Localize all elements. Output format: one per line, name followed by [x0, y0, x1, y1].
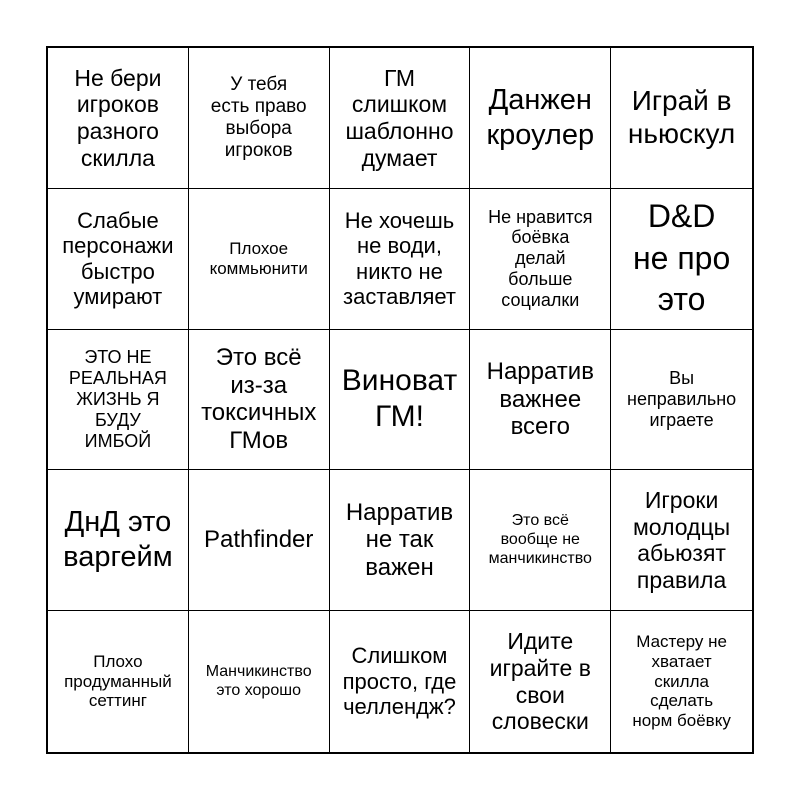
bingo-board [46, 46, 754, 754]
cell-text: ДнД это варгейм [63, 505, 173, 574]
bingo-cell[interactable] [330, 189, 471, 330]
bingo-cell[interactable] [470, 189, 611, 330]
bingo-cell[interactable] [470, 470, 611, 611]
cell-text: Манчикинство это хорошо [205, 663, 312, 699]
cell-text: Играй в ньюскул [627, 85, 736, 149]
cell-text: Данжен кроулер [486, 83, 595, 151]
bingo-cell[interactable] [330, 48, 471, 189]
cell-text: Идите играйте в свои словески [489, 628, 591, 735]
cell-text: Не нравится боёвка делай больше социалки [488, 206, 593, 310]
bingo-cell[interactable] [48, 611, 189, 752]
cell-text: Плохое коммьюнити [209, 238, 308, 278]
cell-text: Плохо продуманный сеттинг [64, 652, 172, 711]
cell-text: Вы неправильно играете [627, 368, 737, 430]
bingo-cell[interactable] [189, 330, 330, 471]
bingo-cell[interactable] [48, 189, 189, 330]
bingo-cell[interactable] [611, 189, 752, 330]
cell-text: Это всё из-за токсичных ГМов [201, 343, 317, 455]
cell-text: Слишком просто, где челлендж? [342, 643, 457, 720]
bingo-cell[interactable] [470, 48, 611, 189]
cell-text: У тебя есть право выбора игроков [210, 73, 307, 161]
bingo-cell[interactable] [48, 470, 189, 611]
cell-text: Мастеру не хватает скилла сделать норм боёвку [632, 632, 731, 731]
bingo-cell[interactable] [189, 470, 330, 611]
bingo-cell[interactable] [611, 48, 752, 189]
cell-text: Не бери игроков разного скилла [74, 64, 162, 171]
bingo-cell[interactable] [330, 330, 471, 471]
cell-text: ГМ слишком шаблонно думает [345, 64, 454, 171]
cell-text: Слабые персонажи быстро умирают [62, 207, 174, 310]
bingo-cell[interactable] [189, 611, 330, 752]
bingo-cell[interactable] [611, 330, 752, 471]
cell-text: Не хочешь не води, никто не заставляет [343, 207, 456, 310]
cell-text: Виноват ГМ! [341, 363, 458, 434]
cell-text: Это всё вообще не манчикинство [488, 512, 592, 567]
bingo-cell[interactable] [330, 611, 471, 752]
cell-text: Pathfinder [203, 526, 314, 554]
bingo-cell[interactable] [470, 330, 611, 471]
bingo-cell[interactable] [611, 611, 752, 752]
cell-text: Игроки молодцы абьюзят правила [632, 486, 731, 593]
bingo-cell[interactable] [611, 470, 752, 611]
bingo-cell[interactable] [330, 470, 471, 611]
cell-text: ЭТО НЕ РЕАЛЬНАЯ ЖИЗНЬ Я БУДУ ИМБОЙ [68, 347, 167, 451]
bingo-cell[interactable] [48, 330, 189, 471]
bingo-cell[interactable] [189, 48, 330, 189]
cell-text: Нарратив не так важен [345, 498, 454, 582]
cell-text: D&D не про это [632, 198, 731, 318]
bingo-cell[interactable] [189, 189, 330, 330]
cell-text: Нарратив важнее всего [486, 357, 594, 441]
bingo-cell[interactable] [470, 611, 611, 752]
bingo-cell[interactable] [48, 48, 189, 189]
